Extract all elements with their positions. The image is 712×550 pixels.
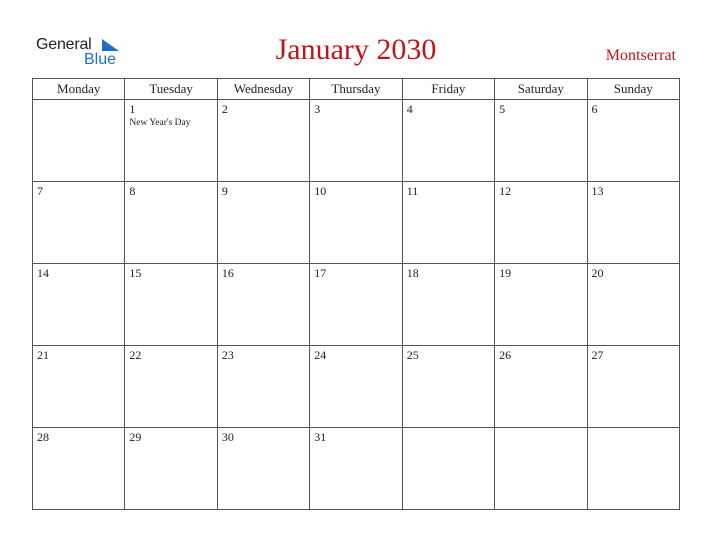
day-cell [33,428,125,510]
day-number: 20 [591,266,604,280]
day-number: 27 [591,348,604,362]
day-number: 29 [129,430,142,444]
day-cell [310,182,402,264]
week-row [33,264,680,346]
day-cell [402,428,494,510]
weekday-header-row [33,79,680,100]
day-number: 16 [221,266,234,280]
day-number: 28 [37,430,49,444]
day-cell [125,428,217,510]
country-name: Montserrat [605,47,676,64]
day-number: 22 [129,348,142,362]
day-number: 10 [314,184,327,198]
weekday-header: Thursday [310,79,402,100]
day-cell [495,428,587,510]
calendar-grid [32,78,680,510]
day-cell [402,264,494,346]
day-cell [587,264,679,346]
day-cell [587,100,679,182]
day-cell [217,346,309,428]
day-cell [587,182,679,264]
day-cell [217,100,309,182]
day-cell [495,182,587,264]
weekday-header: Wednesday [217,79,309,100]
logo-text-general: General [36,36,92,53]
day-cell [125,264,217,346]
weekday-header: Saturday [495,79,587,100]
day-number: 19 [499,266,512,280]
day-number: 26 [499,348,512,362]
day-number: 9 [221,184,228,198]
day-cell [125,100,217,182]
day-number: 30 [221,430,234,444]
day-number: 6 [591,102,598,116]
day-number: 11 [406,184,419,198]
weekday-header: Monday [33,79,125,100]
day-number: 18 [406,266,419,280]
day-cell [125,346,217,428]
day-number: 3 [314,102,321,116]
day-cell [587,428,679,510]
day-cell [217,182,309,264]
week-row [33,346,680,428]
day-number: 2 [221,102,228,116]
day-number: 23 [221,348,234,362]
week-row [33,182,680,264]
day-cell [217,264,309,346]
day-cell [310,428,402,510]
day-number: 21 [37,348,49,362]
week-row [33,428,680,510]
day-cell [495,346,587,428]
day-cell [587,346,679,428]
day-cell [33,182,125,264]
day-number: 8 [129,184,136,198]
day-cell [495,100,587,182]
day-cell [310,346,402,428]
day-number: 14 [37,266,49,280]
day-cell [33,264,125,346]
calendar-title: January 2030 [275,33,437,66]
day-cell [33,100,125,182]
day-cell [217,428,309,510]
day-number: 15 [129,266,142,280]
day-number: 13 [591,184,604,198]
logo-text-blue: Blue [84,51,117,68]
day-cell [33,346,125,428]
day-number: 1 [129,102,136,116]
weekday-header: Tuesday [125,79,217,100]
day-cell [402,100,494,182]
holiday-label: New Year's Day [129,118,191,128]
day-number: 7 [37,184,43,198]
day-number: 17 [314,266,327,280]
day-number: 12 [499,184,512,198]
day-cell [125,182,217,264]
day-cell [310,264,402,346]
day-cell [402,182,494,264]
week-row [33,100,680,182]
day-cell [402,346,494,428]
day-number: 5 [499,102,506,116]
day-number: 25 [406,348,419,362]
weekday-header: Friday [402,79,494,100]
day-number: 31 [314,430,327,444]
day-cell [310,100,402,182]
day-cell [495,264,587,346]
day-number: 4 [406,102,413,116]
weekday-header: Sunday [587,79,679,100]
day-number: 24 [314,348,327,362]
